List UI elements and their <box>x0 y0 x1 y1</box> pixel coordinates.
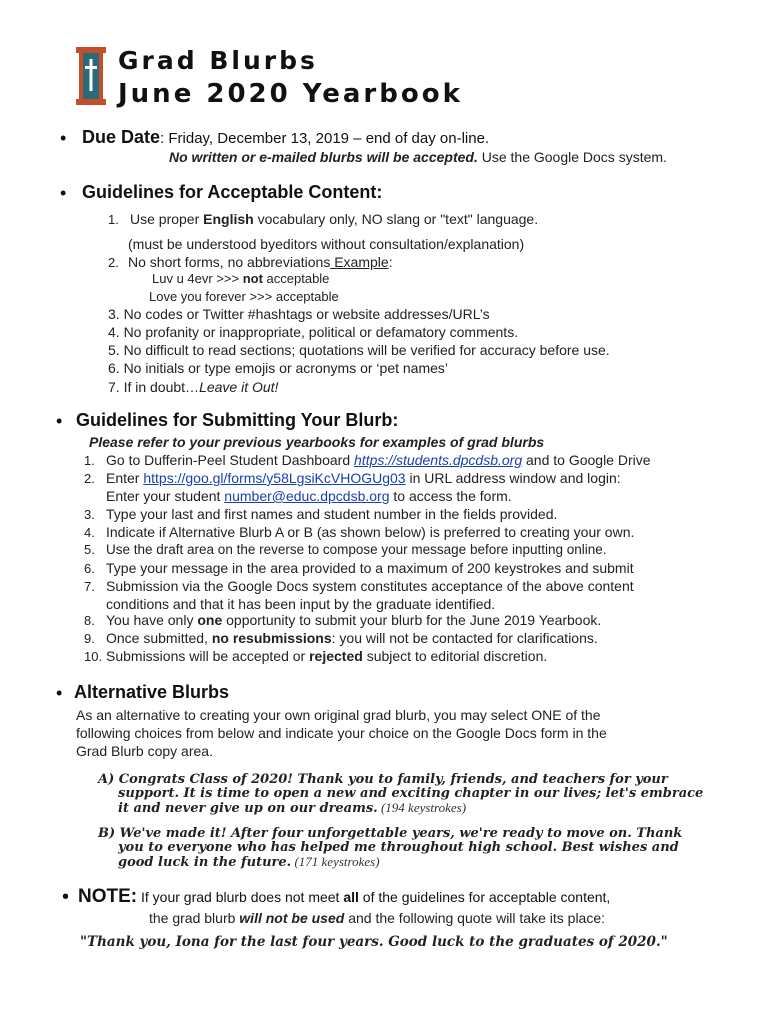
acceptable-item-1-sub: (must be understood byeditors without consultation/explanation) <box>128 236 525 252</box>
blurb-a-line-1: A) Congrats Class of 2020! Thank you to family, friends, and teachers for your <box>98 772 668 787</box>
alternative-bullet: • <box>56 683 63 703</box>
submit-step-7-sub: conditions and that it has been input by the graduate identified. <box>106 596 496 612</box>
note-label: NOTE: <box>78 886 138 907</box>
due-date-text: : Friday, December 13, 2019 – end of day on-line. <box>160 130 490 147</box>
student-email-link[interactable]: number@educ.dpcdsb.org <box>224 488 390 504</box>
title-line-1: Grad Blurbs <box>118 46 318 75</box>
submit-step-2-sub: Enter your student number@educ.dpcdsb.org to access the form. <box>106 488 512 504</box>
due-note <box>169 149 667 165</box>
due-note-rest: Use the Google Docs system. <box>477 149 667 165</box>
submit-step-3: 3. Type your last and first names and student number in the fields provided. <box>84 506 558 522</box>
submitting-heading: Guidelines for Submitting Your Blurb: <box>76 410 399 430</box>
submit-step-9: 9. Once submitted, no resubmissions: you will not be contacted for clarifications. <box>84 630 598 646</box>
acceptable-heading: Guidelines for Acceptable Content: <box>82 182 383 202</box>
blurb-a-line-2: support. It is time to open a new and exciting chapter in our lives; let's embrace <box>118 786 704 801</box>
acceptable-item-1: 1. Use proper English vocabulary only, NO slang or "text" language. <box>108 211 539 227</box>
example-not-acceptable: Luv u 4evr >>> not acceptable <box>152 271 330 286</box>
submit-step-4: 4. Indicate if Alternative Blurb A or B (as shown below) is preferred to creating your own. <box>84 524 635 540</box>
submitting-intro: Please refer to your previous yearbooks for examples of grad blurbs <box>89 434 545 450</box>
blurb-b-line-1: B) We've made it! After four unforgettable years, we're ready to move on. Thank <box>98 826 683 841</box>
alternative-p2: following choices from below and indicate your choice on the Google Docs form in the <box>76 725 607 741</box>
google-form-link[interactable]: https://goo.gl/forms/y58LgsiKcVHOGUg03 <box>143 470 406 486</box>
acceptable-bullet: • <box>60 183 67 203</box>
title-line-2: June 2020 Yearbook <box>118 79 463 109</box>
due-date-line <box>82 127 489 148</box>
blurb-a-keystrokes: (194 keystrokes) <box>377 800 467 815</box>
alternative-p1: As an alternative to creating your own original grad blurb, you may select ONE of the <box>76 707 601 723</box>
acceptable-item-5: 5. No difficult to read sections; quotations will be verified for accuracy before use. <box>108 342 610 358</box>
note-line-1: NOTE: If your grad blurb does not meet all of the guidelines for acceptable content, <box>78 886 611 907</box>
submit-step-2: 2. Enter https://goo.gl/forms/y58LgsiKcVHOGUg03 in URL address window and login: <box>84 470 621 486</box>
submitting-bullet: • <box>56 411 63 431</box>
blurb-b-line-2: you to everyone who has helped me throughout high school. Best wishes and <box>118 840 679 855</box>
submit-step-10: 10. Submissions will be accepted or rejected subject to editorial discretion. <box>84 648 548 664</box>
acceptable-item-2: 2. No short forms, no abbreviations Example: <box>108 254 393 270</box>
acceptable-item-6: 6. No initials or type emojis or acronyms or ‘pet names’ <box>108 360 449 376</box>
replacement-quote: "Thank you, Iona for the last four years. Good luck to the graduates of 2020." <box>80 934 668 950</box>
submit-step-5: 5. Use the draft area on the reverse to compose your message before inputting online. <box>84 542 607 557</box>
due-note-bold: No written or e-mailed blurbs will be accepted. <box>169 149 478 165</box>
blurb-b-keystrokes: (171 keystrokes) <box>291 854 380 869</box>
submit-step-7: 7. Submission via the Google Docs system constitutes acceptance of the above content <box>84 578 634 594</box>
submit-step-6: 6. Type your message in the area provided to a maximum of 200 keystrokes and submit <box>84 560 634 576</box>
dashboard-link[interactable]: https://students.dpcdsb.org <box>354 452 523 468</box>
acceptable-item-3: 3. No codes or Twitter #hashtags or website addresses/URL’s <box>108 306 490 322</box>
blurb-b-line-3: good luck in the future. (171 keystrokes) <box>118 854 380 870</box>
blurb-a-line-3: it and never give up on our dreams. (194 keystrokes) <box>118 800 467 816</box>
note-bullet: • <box>62 886 70 908</box>
alternative-heading: Alternative Blurbs <box>74 682 230 702</box>
submit-step-1: 1. Go to Dufferin-Peel Student Dashboard https://students.dpcdsb.org and to Google Drive <box>84 452 651 468</box>
note-line-2: the grad blurb will not be used and the following quote will take its place: <box>149 910 606 926</box>
submit-step-8: 8. You have only one opportunity to submit your blurb for the June 2019 Yearbook. <box>84 612 602 628</box>
item-1-number: 1. <box>108 212 119 227</box>
example-acceptable: Love you forever >>> acceptable <box>149 289 339 304</box>
due-bullet: • <box>60 128 67 148</box>
acceptable-item-4: 4. No profanity or inappropriate, political or defamatory comments. <box>108 324 519 340</box>
due-date-label: Due Date <box>82 127 161 147</box>
iona-logo-icon <box>76 47 106 105</box>
acceptable-item-7: 7. If in doubt…Leave it Out! <box>108 379 279 395</box>
alternative-p3: Grad Blurb copy area. <box>76 743 213 759</box>
